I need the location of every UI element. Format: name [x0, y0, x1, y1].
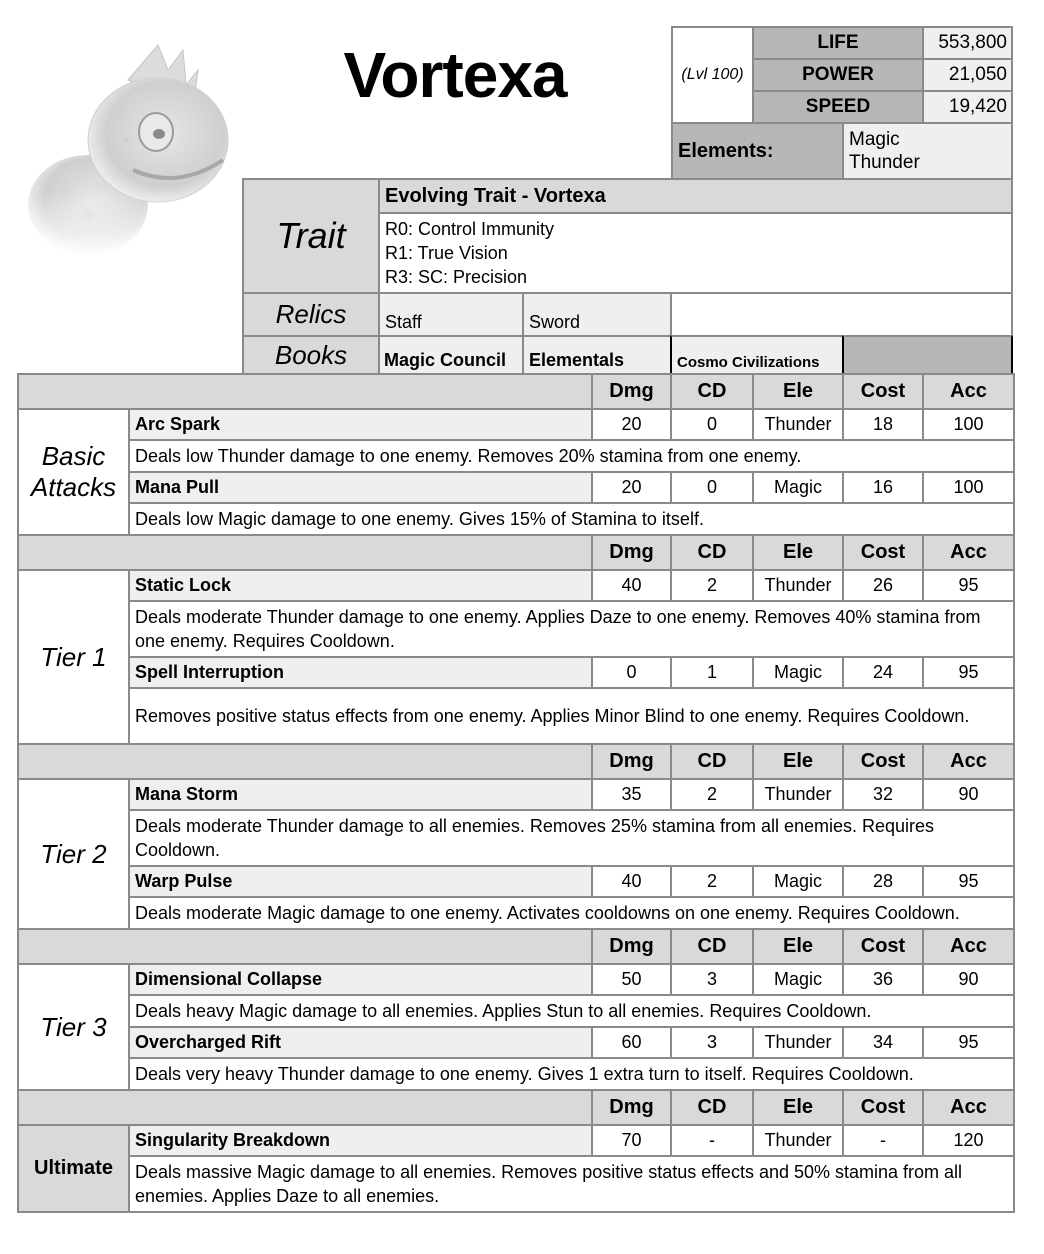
skill-name: Mana Pull: [128, 471, 593, 504]
skill-cost: 34: [842, 1026, 924, 1059]
stat-value-life: 553,800: [922, 26, 1013, 60]
skill-name: Dimensional Collapse: [128, 963, 593, 996]
section-label-line: Tier 3: [40, 1011, 107, 1042]
skill-name: Arc Spark: [128, 408, 593, 441]
skill-acc: 95: [922, 1026, 1015, 1059]
skill-dmg: 40: [591, 865, 672, 898]
skill-description: Deals very heavy Thunder damage to one enemy. Gives 1 extra turn to itself. Requires Cooldown.: [128, 1057, 1015, 1091]
book-magic-council: Magic Council: [378, 335, 524, 375]
trait-rank-3: R3: SC: Precision: [385, 267, 528, 287]
skill-acc: 95: [922, 865, 1015, 898]
skill-dmg: 20: [591, 471, 672, 504]
skill-cd: 3: [670, 963, 754, 996]
books-label: Books: [242, 335, 380, 375]
skill-name: Warp Pulse: [128, 865, 593, 898]
skill-cd: 2: [670, 778, 754, 811]
section-label-line: Attacks: [30, 472, 117, 502]
skill-cost: 26: [842, 569, 924, 602]
skill-cd: 2: [670, 569, 754, 602]
skill-name: Singularity Breakdown: [128, 1124, 593, 1157]
column-header-ele: Ele: [752, 743, 844, 780]
skill-cost: 36: [842, 963, 924, 996]
column-header-acc: Acc: [922, 534, 1015, 571]
section-label-line: Ultimate: [34, 1157, 113, 1179]
skill-cost: 24: [842, 656, 924, 689]
relic-sword: Sword: [522, 292, 672, 337]
skill-dmg: 0: [591, 656, 672, 689]
column-header-cost: Cost: [842, 928, 924, 965]
skill-cd: 2: [670, 865, 754, 898]
stat-label-power: POWER: [752, 58, 924, 92]
skill-ele: Magic: [752, 963, 844, 996]
column-header-dmg: Dmg: [591, 373, 672, 410]
skill-dmg: 40: [591, 569, 672, 602]
skill-ele: Thunder: [752, 569, 844, 602]
skill-dmg: 35: [591, 778, 672, 811]
skill-dmg: 50: [591, 963, 672, 996]
column-header-acc: Acc: [922, 1089, 1015, 1126]
skill-acc: 95: [922, 569, 1015, 602]
book-empty-slot: [842, 335, 1013, 375]
character-portrait: [18, 40, 258, 260]
column-header-cost: Cost: [842, 534, 924, 571]
section-header-blank: [17, 373, 593, 410]
skill-cost: 16: [842, 471, 924, 504]
element-thunder: Thunder: [849, 152, 920, 173]
section-label: [17, 963, 130, 1091]
stat-label-life: LIFE: [752, 26, 924, 60]
column-header-cost: Cost: [842, 1089, 924, 1126]
skill-acc: 100: [922, 408, 1015, 441]
column-header-ele: Ele: [752, 373, 844, 410]
skill-description: Deals heavy Magic damage to all enemies. Applies Stun to all enemies. Requires Cooldown.: [128, 994, 1015, 1028]
column-header-dmg: Dmg: [591, 743, 672, 780]
stat-value-speed: 19,420: [922, 90, 1013, 124]
column-header-cost: Cost: [842, 373, 924, 410]
column-header-cd: CD: [670, 1089, 754, 1126]
relic-staff: Staff: [378, 292, 524, 337]
fish-creature-icon: [18, 40, 258, 260]
skill-name: Mana Storm: [128, 778, 593, 811]
skill-acc: 90: [922, 963, 1015, 996]
skill-ele: Magic: [752, 471, 844, 504]
section-label-line: Tier 2: [40, 838, 107, 869]
stat-label-speed: SPEED: [752, 90, 924, 124]
skill-cost: 32: [842, 778, 924, 811]
skill-description: Deals low Thunder damage to one enemy. Removes 20% stamina from one enemy.: [128, 439, 1015, 473]
skill-cost: 28: [842, 865, 924, 898]
section-header-blank: [17, 928, 593, 965]
skill-cost: -: [842, 1124, 924, 1157]
character-name: Vortexa: [343, 39, 567, 111]
skill-ele: Magic: [752, 656, 844, 689]
skill-cd: 1: [670, 656, 754, 689]
skill-dmg: 20: [591, 408, 672, 441]
trait-rank-1: R1: True Vision: [385, 243, 508, 263]
column-header-cd: CD: [670, 928, 754, 965]
skill-description: Removes positive status effects from one enemy. Applies Minor Blind to one enemy. Requires Cooldown.: [128, 687, 1015, 745]
stat-value-power: 21,050: [922, 58, 1013, 92]
relics-label: Relics: [242, 292, 380, 337]
column-header-acc: Acc: [922, 373, 1015, 410]
skill-acc: 100: [922, 471, 1015, 504]
section-header-blank: [17, 534, 593, 571]
skill-cost: 18: [842, 408, 924, 441]
skill-ele: Magic: [752, 865, 844, 898]
skill-cd: 0: [670, 408, 754, 441]
section-header-blank: [17, 743, 593, 780]
skill-dmg: 70: [591, 1124, 672, 1157]
column-header-cost: Cost: [842, 743, 924, 780]
skill-description: Deals massive Magic damage to all enemies. Removes positive status effects and 50% stamina from all enemies. Applies Daze to all enemies.: [128, 1155, 1015, 1213]
column-header-cd: CD: [670, 743, 754, 780]
element-magic: Magic: [849, 129, 900, 150]
section-label: [17, 408, 130, 536]
skill-ele: Thunder: [752, 1124, 844, 1157]
column-header-ele: Ele: [752, 928, 844, 965]
skill-cd: 3: [670, 1026, 754, 1059]
section-header-blank: [17, 1089, 593, 1126]
skill-description: Deals low Magic damage to one enemy. Gives 15% of Stamina to itself.: [128, 502, 1015, 536]
column-header-ele: Ele: [752, 534, 844, 571]
level-label: (Lvl 100): [671, 26, 754, 124]
elements-label: Elements:: [671, 122, 844, 180]
relic-empty-slot: [670, 292, 1013, 337]
skill-cd: 0: [670, 471, 754, 504]
section-label: [17, 1124, 130, 1213]
column-header-dmg: Dmg: [591, 534, 672, 571]
column-header-ele: Ele: [752, 1089, 844, 1126]
skill-acc: 95: [922, 656, 1015, 689]
book-elementals: Elementals: [522, 335, 672, 375]
column-header-acc: Acc: [922, 743, 1015, 780]
skill-cd: -: [670, 1124, 754, 1157]
skill-dmg: 60: [591, 1026, 672, 1059]
trait-title: Evolving Trait - Vortexa: [378, 178, 1013, 214]
skill-name: Static Lock: [128, 569, 593, 602]
skill-name: Spell Interruption: [128, 656, 593, 689]
elements-value: [842, 122, 1013, 180]
skill-acc: 120: [922, 1124, 1015, 1157]
skill-ele: Thunder: [752, 778, 844, 811]
skill-ele: Thunder: [752, 1026, 844, 1059]
section-label-line: Basic: [41, 441, 106, 471]
column-header-acc: Acc: [922, 928, 1015, 965]
skill-description: Deals moderate Thunder damage to one enemy. Applies Daze to one enemy. Removes 40% stamina from one enemy. Requires Cooldown.: [128, 600, 1015, 658]
skill-acc: 90: [922, 778, 1015, 811]
skill-name: Overcharged Rift: [128, 1026, 593, 1059]
column-header-cd: CD: [670, 373, 754, 410]
section-label-line: Tier 1: [40, 641, 107, 672]
section-label: [17, 778, 130, 930]
trait-description: [378, 212, 1013, 294]
column-header-dmg: Dmg: [591, 1089, 672, 1126]
trait-rank-0: R0: Control Immunity: [385, 219, 555, 239]
skill-description: Deals moderate Thunder damage to all enemies. Removes 25% stamina from all enemies. Requires Cooldown.: [128, 809, 1015, 867]
section-label: [17, 569, 130, 745]
column-header-cd: CD: [670, 534, 754, 571]
skill-ele: Thunder: [752, 408, 844, 441]
column-header-dmg: Dmg: [591, 928, 672, 965]
book-cosmo-civilizations: Cosmo Civilizations: [670, 335, 844, 375]
skill-description: Deals moderate Magic damage to one enemy. Activates cooldowns on one enemy. Requires Cooldown.: [128, 896, 1015, 930]
trait-label: Trait: [242, 178, 380, 294]
